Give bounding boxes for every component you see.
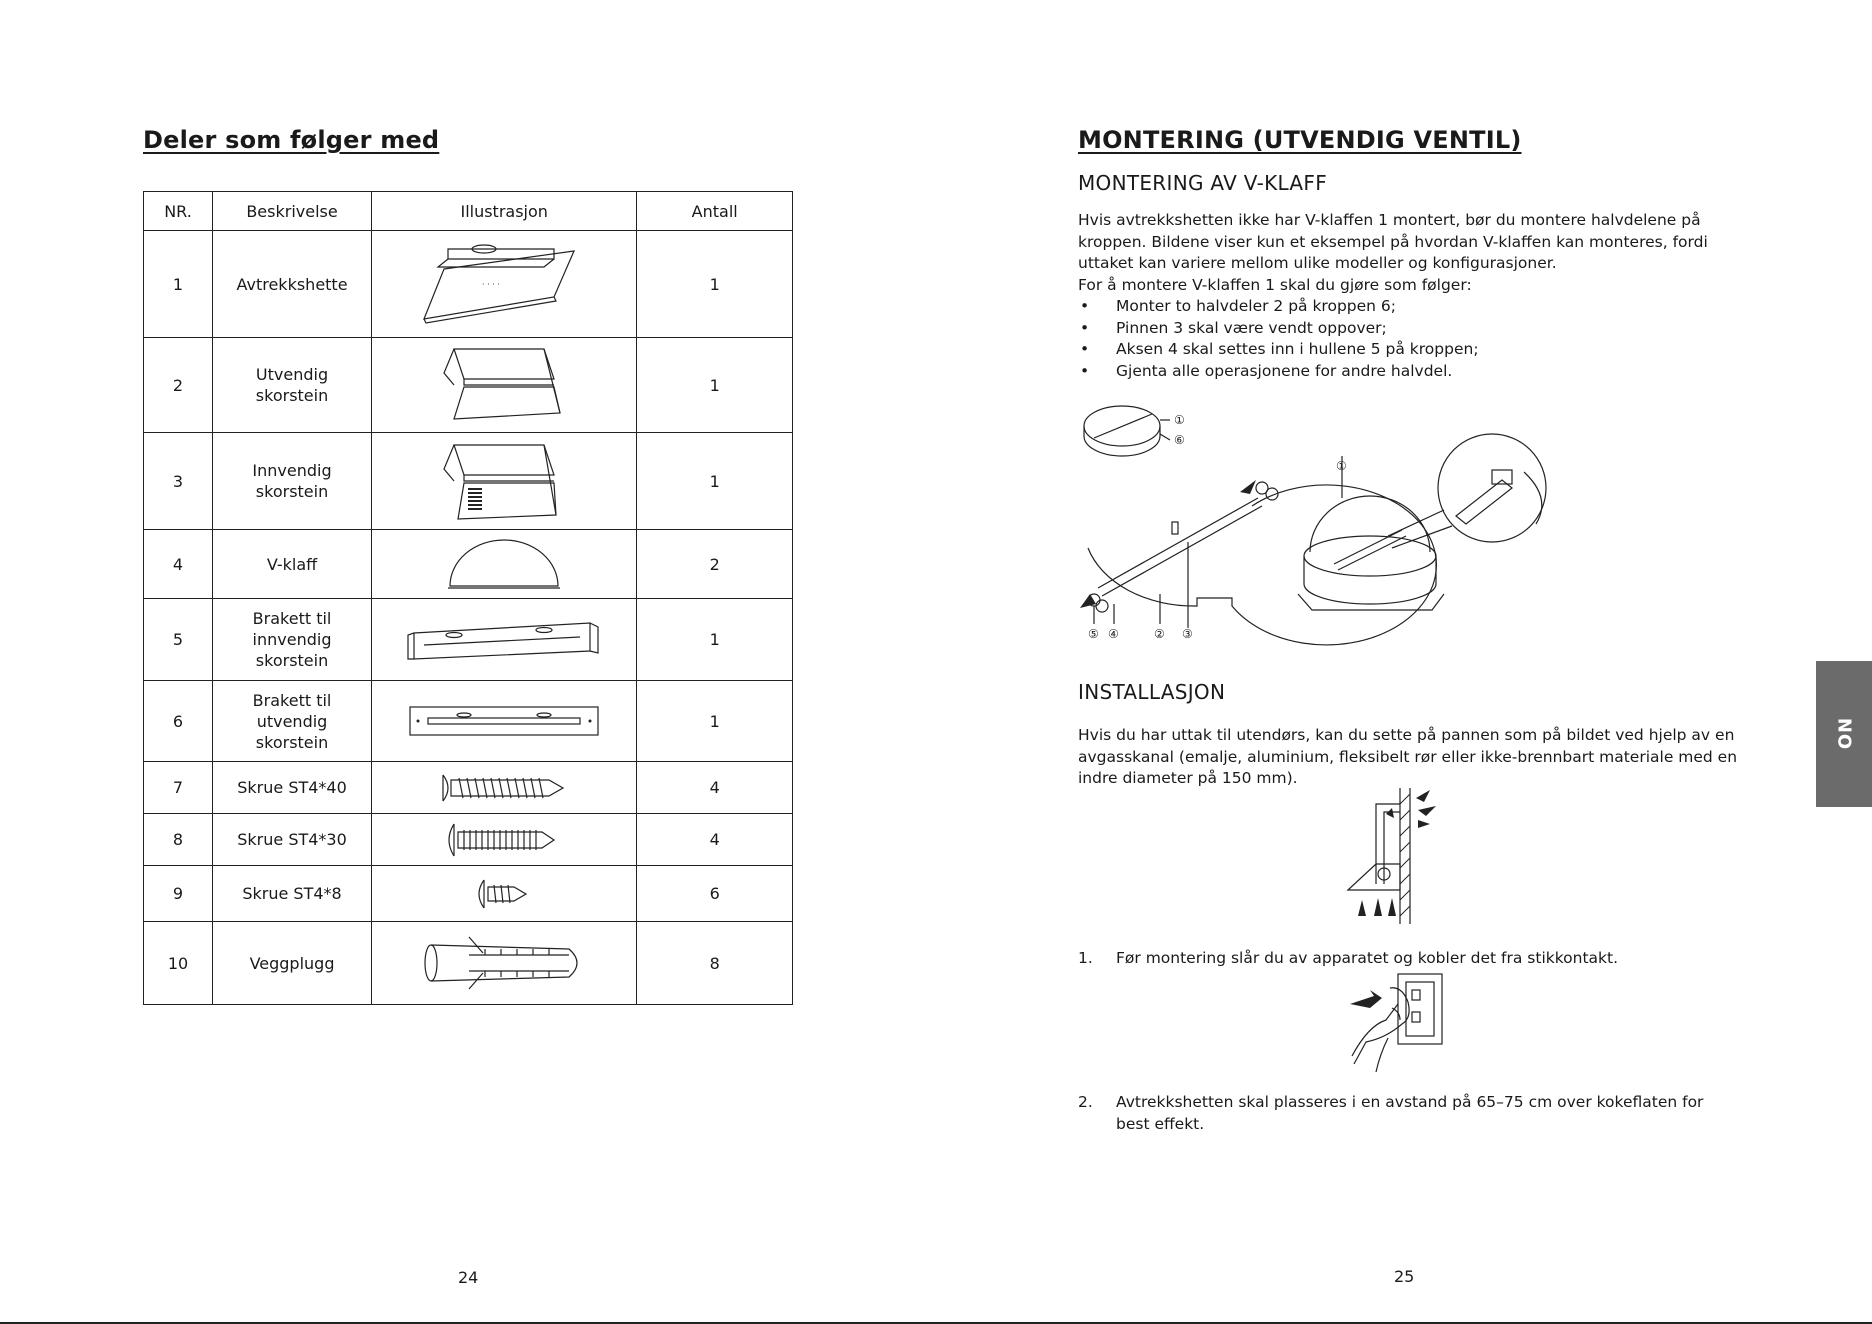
svg-text:· · · ·: · · · · (482, 280, 501, 289)
range-hood-illustration (404, 239, 604, 329)
callout-3: ③ (1182, 627, 1193, 641)
row-quantity: 1 (637, 231, 793, 338)
right-page (936, 0, 1872, 1324)
row-quantity: 8 (637, 922, 793, 1005)
step-1 (1078, 948, 1758, 970)
row-quantity: 1 (637, 599, 793, 681)
row-quantity: 4 (637, 814, 793, 866)
bullet-icon: • (1080, 361, 1090, 380)
callout-1-assembled: ① (1336, 459, 1347, 473)
table-row (144, 866, 793, 922)
row-quantity: 4 (637, 762, 793, 814)
parts-table (143, 191, 793, 1005)
row-nr: 6 (144, 681, 213, 762)
row-quantity: 2 (637, 530, 793, 599)
callout-1: ① (1174, 413, 1185, 427)
v-flap-intro: For å montere V-klaffen 1 skal du gjøre som følger: (1078, 275, 1472, 294)
bullet-icon: • (1080, 297, 1090, 315)
row-nr: 9 (144, 866, 213, 922)
table-row (144, 433, 793, 530)
mounting-title: MONTERING (UTVENDIG VENTIL) (1078, 126, 1522, 154)
row-quantity: 1 (637, 681, 793, 762)
language-tab-label: NO (1833, 717, 1855, 751)
row-nr: 2 (144, 338, 213, 433)
row-quantity: 1 (637, 338, 793, 433)
step-text: Avtrekkshetten skal plasseres i en avstand på 65–75 cm over kokeflaten for best effekt. (1116, 1093, 1704, 1133)
row-description: Skrue ST4*30 (213, 814, 372, 866)
page-number: 24 (458, 1268, 479, 1287)
step-number: 1. (1078, 949, 1093, 967)
row-description: Avtrekkshette (213, 231, 372, 338)
row-description: Innvendig skorstein (213, 433, 372, 530)
section-heading-installation: INSTALLASJON (1078, 680, 1226, 704)
unplug-illustration (1346, 968, 1446, 1074)
inner-bracket-illustration (404, 615, 604, 665)
list-item: • Aksen 4 skal settes inn i hullene 5 på kroppen; (1078, 339, 1738, 361)
col-header-description: Beskrivelse (213, 192, 372, 231)
bullet-icon: • (1080, 318, 1090, 337)
table-header-row (144, 192, 793, 231)
screw-short-illustration (474, 877, 534, 911)
col-header-nr: NR. (144, 192, 213, 231)
language-tab (1816, 661, 1872, 807)
row-description: Skrue ST4*40 (213, 762, 372, 814)
row-description: V-klaff (213, 530, 372, 599)
outdoor-vent-diagram (1344, 784, 1454, 928)
table-row (144, 338, 793, 433)
wall-plug-illustration (419, 931, 589, 995)
step-text: Før montering slår du av apparatet og kobler det fra stikkontakt. (1116, 949, 1619, 967)
row-description: Utvendig skorstein (213, 338, 372, 433)
row-nr: 7 (144, 762, 213, 814)
v-flap-paragraph: Hvis avtrekkshetten ikke har V-klaffen 1 montert, bør du montere halvdelene på kroppen. Bildene viser kun et eksempel på hvordan V-klaffen kan monteres, fordi uttaket kan variere mellom ulike modeller og konfigurasjoner. (1078, 211, 1708, 272)
callout-2: ② (1154, 627, 1165, 641)
table-row (144, 530, 793, 599)
row-quantity: 6 (637, 866, 793, 922)
step-2 (1078, 1092, 1758, 1136)
v-flap-text-block (1078, 210, 1738, 382)
table-row (144, 814, 793, 866)
col-header-illustration: Illustrasjon (372, 192, 637, 231)
table-row (144, 922, 793, 1005)
installation-paragraph: Hvis du har uttak til utendørs, kan du sette på pannen som på bildet ved hjelp av en avgasskanal (emalje, aluminium, fleksibelt rør eller ikke-brennbart materiale med en indre diameter på 150 mm). (1078, 726, 1738, 787)
row-nr: 3 (144, 433, 213, 530)
list-item: • Gjenta alle operasjonene for andre halvdel. (1078, 361, 1738, 383)
table-row (144, 762, 793, 814)
callout-4: ④ (1108, 627, 1119, 641)
row-nr: 10 (144, 922, 213, 1005)
list-item: • Monter to halvdeler 2 på kroppen 6; (1078, 296, 1738, 318)
callout-5: ⑤ (1088, 627, 1099, 641)
page-number: 25 (1394, 1267, 1415, 1286)
screw-long-illustration (439, 771, 569, 805)
table-row (144, 231, 793, 338)
section-heading-v-flap: MONTERING AV V-KLAFF (1078, 171, 1327, 195)
row-quantity: 1 (637, 433, 793, 530)
v-flap-bullet-list (1078, 296, 1738, 382)
inner-chimney-illustration (434, 439, 574, 523)
v-flap-illustration (444, 536, 564, 592)
table-row (144, 681, 793, 762)
row-description: Brakett til utvendig skorstein (213, 681, 372, 762)
parts-title: Deler som følger med (143, 126, 440, 154)
screw-medium-illustration (444, 820, 564, 860)
step-number: 2. (1078, 1093, 1093, 1111)
row-nr: 8 (144, 814, 213, 866)
row-description: Skrue ST4*8 (213, 866, 372, 922)
row-description: Brakett til innvendig skorstein (213, 599, 372, 681)
row-nr: 5 (144, 599, 213, 681)
bullet-icon: • (1080, 340, 1090, 358)
outer-chimney-illustration (434, 343, 574, 427)
v-flap-assembly-diagram (1072, 398, 1572, 648)
row-nr: 1 (144, 231, 213, 338)
table-row (144, 599, 793, 681)
outer-bracket-illustration (404, 701, 604, 741)
row-nr: 4 (144, 530, 213, 599)
row-description: Veggplugg (213, 922, 372, 1005)
col-header-quantity: Antall (637, 192, 793, 231)
callout-6: ⑥ (1174, 433, 1185, 447)
list-item: • Pinnen 3 skal være vendt oppover; (1078, 318, 1738, 340)
